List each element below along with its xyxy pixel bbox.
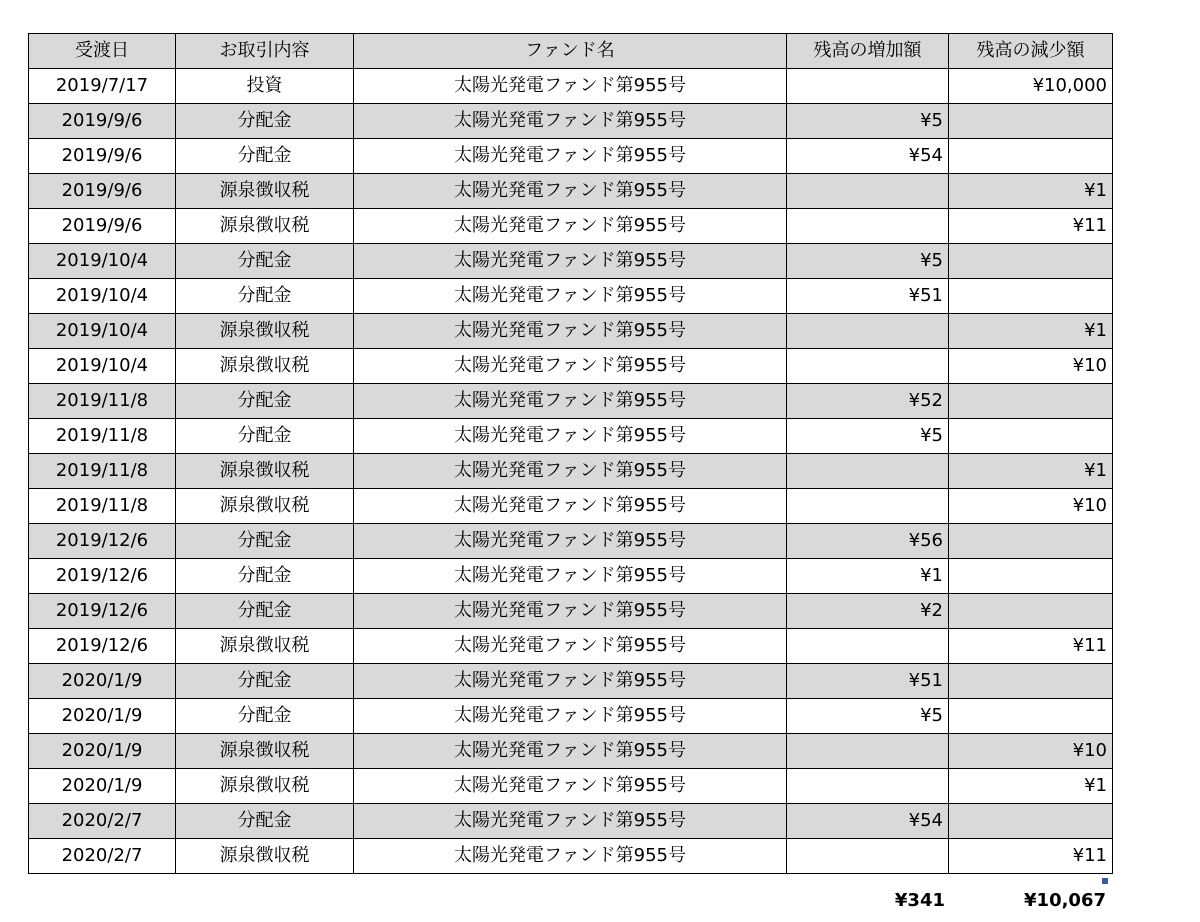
cell-fund-name[interactable]: 太陽光発電ファンド第955号 [354, 839, 787, 874]
table-row [29, 174, 1113, 209]
header-cell-fund[interactable]: ファンド名 [354, 34, 787, 69]
cell-increase[interactable]: ¥52 [787, 384, 949, 419]
cell-transaction-type[interactable]: 分配金 [176, 104, 354, 139]
cell-transaction-type[interactable]: 源泉徴収税 [176, 769, 354, 804]
cell-increase[interactable] [787, 734, 949, 769]
table-row [29, 104, 1113, 139]
cell-date[interactable]: 2020/2/7 [29, 804, 176, 839]
cell-decrease[interactable]: ¥10,000 [949, 69, 1113, 104]
cell-fund-name[interactable]: 太陽光発電ファンド第955号 [354, 804, 787, 839]
table-row [29, 419, 1113, 454]
cell-increase[interactable]: ¥2 [787, 594, 949, 629]
cell-increase[interactable]: ¥5 [787, 419, 949, 454]
table-row [29, 279, 1113, 314]
table-row [29, 629, 1113, 664]
cell-increase[interactable]: ¥51 [787, 279, 949, 314]
cell-date[interactable]: 2019/12/6 [29, 559, 176, 594]
cell-increase[interactable]: ¥5 [787, 699, 949, 734]
cell-date[interactable]: 2019/11/8 [29, 489, 176, 524]
cell-transaction-type[interactable]: 分配金 [176, 279, 354, 314]
table-row [29, 524, 1113, 559]
cell-increase[interactable] [787, 454, 949, 489]
cell-transaction-type[interactable]: 分配金 [176, 419, 354, 454]
cell-date[interactable]: 2020/1/9 [29, 699, 176, 734]
cell-date[interactable]: 2019/12/6 [29, 594, 176, 629]
cell-transaction-type[interactable]: 分配金 [176, 699, 354, 734]
cell-increase[interactable] [787, 209, 949, 244]
totals-row [0, 890, 1200, 920]
cell-fund-name[interactable]: 太陽光発電ファンド第955号 [354, 384, 787, 419]
cell-transaction-type[interactable]: 分配金 [176, 804, 354, 839]
cell-date[interactable]: 2019/9/6 [29, 209, 176, 244]
cell-date[interactable]: 2020/2/7 [29, 839, 176, 874]
cell-fund-name[interactable]: 太陽光発電ファンド第955号 [354, 454, 787, 489]
cell-fund-name[interactable]: 太陽光発電ファンド第955号 [354, 699, 787, 734]
cell-fund-name[interactable]: 太陽光発電ファンド第955号 [354, 629, 787, 664]
cell-increase[interactable] [787, 769, 949, 804]
cell-decrease[interactable]: ¥1 [949, 174, 1113, 209]
total-decrease[interactable]: ¥10,067 [1024, 890, 1106, 911]
cell-decrease[interactable] [949, 139, 1113, 174]
cell-transaction-type[interactable]: 分配金 [176, 384, 354, 419]
cell-increase[interactable] [787, 629, 949, 664]
header-cell-type[interactable]: お取引内容 [176, 34, 354, 69]
cell-decrease[interactable]: ¥10 [949, 349, 1113, 384]
cell-transaction-type[interactable]: 源泉徴収税 [176, 489, 354, 524]
cell-increase[interactable] [787, 69, 949, 104]
table-row [29, 734, 1113, 769]
header-cell-increase[interactable]: 残高の増加額 [787, 34, 949, 69]
cell-decrease[interactable] [949, 524, 1113, 559]
cell-fund-name[interactable]: 太陽光発電ファンド第955号 [354, 489, 787, 524]
table-row [29, 349, 1113, 384]
table-row [29, 69, 1113, 104]
cell-increase[interactable] [787, 839, 949, 874]
cell-transaction-type[interactable]: 源泉徴収税 [176, 839, 354, 874]
cell-increase[interactable] [787, 489, 949, 524]
cell-date[interactable]: 2019/10/4 [29, 314, 176, 349]
cell-increase[interactable]: ¥56 [787, 524, 949, 559]
cell-fund-name[interactable]: 太陽光発電ファンド第955号 [354, 139, 787, 174]
cell-fund-name[interactable]: 太陽光発電ファンド第955号 [354, 734, 787, 769]
cell-transaction-type[interactable]: 分配金 [176, 559, 354, 594]
cell-date[interactable]: 2020/1/9 [29, 734, 176, 769]
header-row [29, 34, 1113, 69]
table-row [29, 769, 1113, 804]
cell-date[interactable]: 2019/10/4 [29, 279, 176, 314]
transaction-table [28, 33, 1113, 874]
cell-date[interactable]: 2019/11/8 [29, 384, 176, 419]
cell-decrease[interactable]: ¥1 [949, 314, 1113, 349]
cell-transaction-type[interactable]: 源泉徴収税 [176, 734, 354, 769]
cell-date[interactable]: 2019/9/6 [29, 104, 176, 139]
cell-fund-name[interactable]: 太陽光発電ファンド第955号 [354, 559, 787, 594]
cell-decrease[interactable]: ¥11 [949, 209, 1113, 244]
cell-date[interactable]: 2019/10/4 [29, 244, 176, 279]
cell-date[interactable]: 2019/11/8 [29, 454, 176, 489]
cell-fund-name[interactable]: 太陽光発電ファンド第955号 [354, 419, 787, 454]
cell-increase[interactable] [787, 174, 949, 209]
table-row [29, 314, 1113, 349]
cell-date[interactable]: 2019/12/6 [29, 524, 176, 559]
cell-date[interactable]: 2019/11/8 [29, 419, 176, 454]
cell-increase[interactable]: ¥5 [787, 104, 949, 139]
cell-decrease[interactable] [949, 804, 1113, 839]
cell-fund-name[interactable]: 太陽光発電ファンド第955号 [354, 524, 787, 559]
cell-fund-name[interactable]: 太陽光発電ファンド第955号 [354, 769, 787, 804]
cell-fund-name[interactable]: 太陽光発電ファンド第955号 [354, 279, 787, 314]
table-row [29, 244, 1113, 279]
cell-decrease[interactable] [949, 244, 1113, 279]
cell-decrease[interactable] [949, 104, 1113, 139]
cell-decrease[interactable] [949, 594, 1113, 629]
cell-increase[interactable]: ¥5 [787, 244, 949, 279]
cell-transaction-type[interactable]: 源泉徴収税 [176, 314, 354, 349]
cell-date[interactable]: 2019/7/17 [29, 69, 176, 104]
cell-decrease[interactable] [949, 384, 1113, 419]
cell-increase[interactable]: ¥54 [787, 804, 949, 839]
cell-fund-name[interactable]: 太陽光発電ファンド第955号 [354, 349, 787, 384]
cell-transaction-type[interactable]: 分配金 [176, 594, 354, 629]
cell-decrease[interactable]: ¥10 [949, 489, 1113, 524]
table-row [29, 489, 1113, 524]
cell-fund-name[interactable]: 太陽光発電ファンド第955号 [354, 209, 787, 244]
cell-fund-name[interactable]: 太陽光発電ファンド第955号 [354, 174, 787, 209]
table-row [29, 699, 1113, 734]
cell-transaction-type[interactable]: 投資 [176, 69, 354, 104]
cell-decrease[interactable]: ¥10 [949, 734, 1113, 769]
cell-decrease[interactable] [949, 419, 1113, 454]
table-row [29, 384, 1113, 419]
table-row [29, 839, 1113, 874]
cell-increase[interactable] [787, 314, 949, 349]
table-row [29, 664, 1113, 699]
cell-date[interactable]: 2019/9/6 [29, 174, 176, 209]
table-row [29, 209, 1113, 244]
cell-transaction-type[interactable]: 源泉徴収税 [176, 174, 354, 209]
cell-decrease[interactable] [949, 279, 1113, 314]
cell-decrease[interactable] [949, 559, 1113, 594]
cell-increase[interactable]: ¥1 [787, 559, 949, 594]
cell-decrease[interactable]: ¥1 [949, 769, 1113, 804]
cell-decrease[interactable] [949, 699, 1113, 734]
cell-transaction-type[interactable]: 源泉徴収税 [176, 629, 354, 664]
fill-handle[interactable] [1102, 878, 1108, 884]
cell-date[interactable]: 2020/1/9 [29, 769, 176, 804]
table-row [29, 559, 1113, 594]
cell-fund-name[interactable]: 太陽光発電ファンド第955号 [354, 594, 787, 629]
cell-increase[interactable]: ¥51 [787, 664, 949, 699]
table-row [29, 139, 1113, 174]
header-cell-date[interactable]: 受渡日 [29, 34, 176, 69]
cell-transaction-type[interactable]: 分配金 [176, 524, 354, 559]
transaction-sheet [28, 33, 1113, 874]
cell-fund-name[interactable]: 太陽光発電ファンド第955号 [354, 104, 787, 139]
cell-decrease[interactable]: ¥11 [949, 839, 1113, 874]
cell-transaction-type[interactable]: 源泉徴収税 [176, 454, 354, 489]
cell-transaction-type[interactable]: 源泉徴収税 [176, 209, 354, 244]
cell-transaction-type[interactable]: 分配金 [176, 139, 354, 174]
cell-transaction-type[interactable]: 分配金 [176, 664, 354, 699]
cell-fund-name[interactable]: 太陽光発電ファンド第955号 [354, 664, 787, 699]
cell-transaction-type[interactable]: 分配金 [176, 244, 354, 279]
cell-fund-name[interactable]: 太陽光発電ファンド第955号 [354, 314, 787, 349]
cell-decrease[interactable]: ¥11 [949, 629, 1113, 664]
header-cell-decrease[interactable]: 残高の減少額 [949, 34, 1113, 69]
cell-transaction-type[interactable]: 源泉徴収税 [176, 349, 354, 384]
table-body [29, 69, 1113, 874]
table-row [29, 594, 1113, 629]
cell-date[interactable]: 2020/1/9 [29, 664, 176, 699]
cell-increase[interactable] [787, 349, 949, 384]
cell-decrease[interactable] [949, 664, 1113, 699]
cell-fund-name[interactable]: 太陽光発電ファンド第955号 [354, 244, 787, 279]
cell-fund-name[interactable]: 太陽光発電ファンド第955号 [354, 69, 787, 104]
total-increase[interactable]: ¥341 [894, 890, 945, 911]
cell-increase[interactable]: ¥54 [787, 139, 949, 174]
cell-decrease[interactable]: ¥1 [949, 454, 1113, 489]
table-row [29, 804, 1113, 839]
table-row [29, 454, 1113, 489]
cell-date[interactable]: 2019/10/4 [29, 349, 176, 384]
cell-date[interactable]: 2019/12/6 [29, 629, 176, 664]
cell-date[interactable]: 2019/9/6 [29, 139, 176, 174]
